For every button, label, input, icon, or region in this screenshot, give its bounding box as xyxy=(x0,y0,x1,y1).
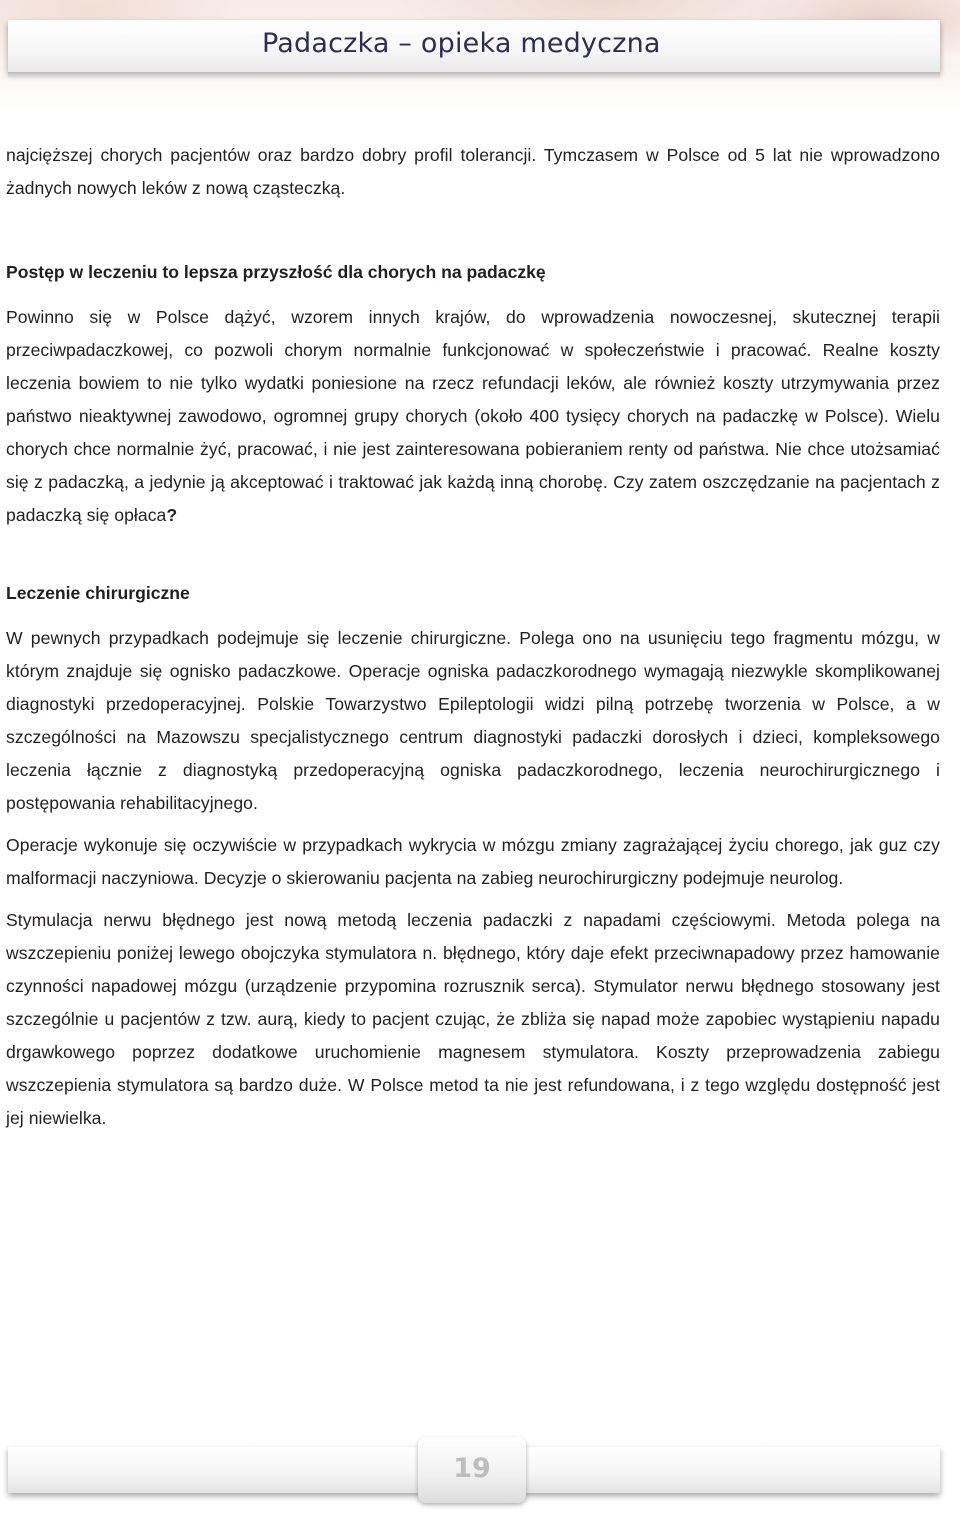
paragraph-surgery-3: Stymulacja nerwu błędnego jest nową metodą leczenia padaczki z napadami częściowymi. Metoda polega na wszczepieniu poniżej lewego obojczyka stymulatora n. błędnego, który daje efekt przeciwnapadowy przez hamowanie czynności napadowej mózgu (urządzenie przypomina rozrusznik serca). Stymulator nerwu błędnego stosowany jest szczególnie u pacjentów z tzw. aurą, kiedy to pacjent czując, że zbliża się napad może zapobiec wystąpieniu napadu drgawkowego poprzez dodatkowe uruchomienie magnesem stymulatora. Koszty przeprowadzenia zabiegu wszczepienia stymulatora są bardzo duże. W Polsce metod ta nie jest refundowana, i z tego względu dostępność jest jej niewielka. xyxy=(6,910,940,1128)
intro-paragraph: najcięższej chorych pacjentów oraz bardzo dobry profil tolerancji. Tymczasem w Polsce od 5 lat nie wprowadzono żadnych nowych leków z nową cząsteczką. xyxy=(6,145,940,198)
page-number: 19 xyxy=(453,1453,491,1484)
page-title: Padaczka – opieka medyczna xyxy=(262,28,661,59)
document-body xyxy=(6,139,940,1135)
paragraph-progress-text: Powinno się w Polsce dążyć, wzorem innych krajów, do wprowadzenia nowoczesnej, skutecznej terapii przeciwpadaczkowej, co pozwoli chorym normalnie funkcjonować w społeczeństwie i pracować. Realne koszty leczenia bowiem to nie tylko wydatki poniesione na rzecz refundacji leków, ale również koszty utrzymywania przez państwo nieaktywnej zawodowo, ogromnej grupy chorych (około 400 tysięcy chorych na padaczkę w Polsce). Wielu chorych chce normalnie żyć, pracować, i nie jest zainteresowana pobieraniem renty od państwa. Nie chce utożsamiać się z padaczką, a jedynie ją akceptować i traktować jak każdą inną chorobę. Czy zatem oszczędzanie na pacjentach z padaczką się opłaca xyxy=(6,307,940,525)
paragraph-surgery-2: Operacje wykonuje się oczywiście w przypadkach wykrycia w mózgu zmiany zagrażającej życiu chorego, jak guz czy malformacji naczyniowa. Decyzje o skierowaniu pacjenta na zabieg neurochirurgiczny podejmuje neurolog. xyxy=(6,835,940,888)
paragraph-surgery-1: W pewnych przypadkach podejmuje się leczenie chirurgiczne. Polega ono na usunięciu tego fragmentu mózgu, w którym znajduje się ognisko padaczkowe. Operacje ogniska padaczkorodnego wymagają niezwykle skomplikowanej diagnostyki przedoperacyjnej. Polskie Towarzystwo Epileptologii widzi pilną potrzebę tworzenia w Polsce, a w szczególności na Mazowszu specjalistycznego centrum diagnostyki padaczki dorosłych i dzieci, kompleksowego leczenia łącznie z diagnostyką przedoperacyjną ogniska padaczkorodnego, leczenia neurochirurgicznego i postępowania rehabilitacyjnego. xyxy=(6,628,940,813)
paragraph-progress xyxy=(6,301,940,532)
page-header xyxy=(0,0,960,112)
section-heading-progress: Postęp w leczeniu to lepsza przyszłość dla chorych na padaczkę xyxy=(6,262,546,282)
header-band-shadow xyxy=(8,72,940,78)
paragraph-progress-question-mark: ? xyxy=(166,505,178,525)
section-heading-surgery: Leczenie chirurgiczne xyxy=(6,583,190,603)
